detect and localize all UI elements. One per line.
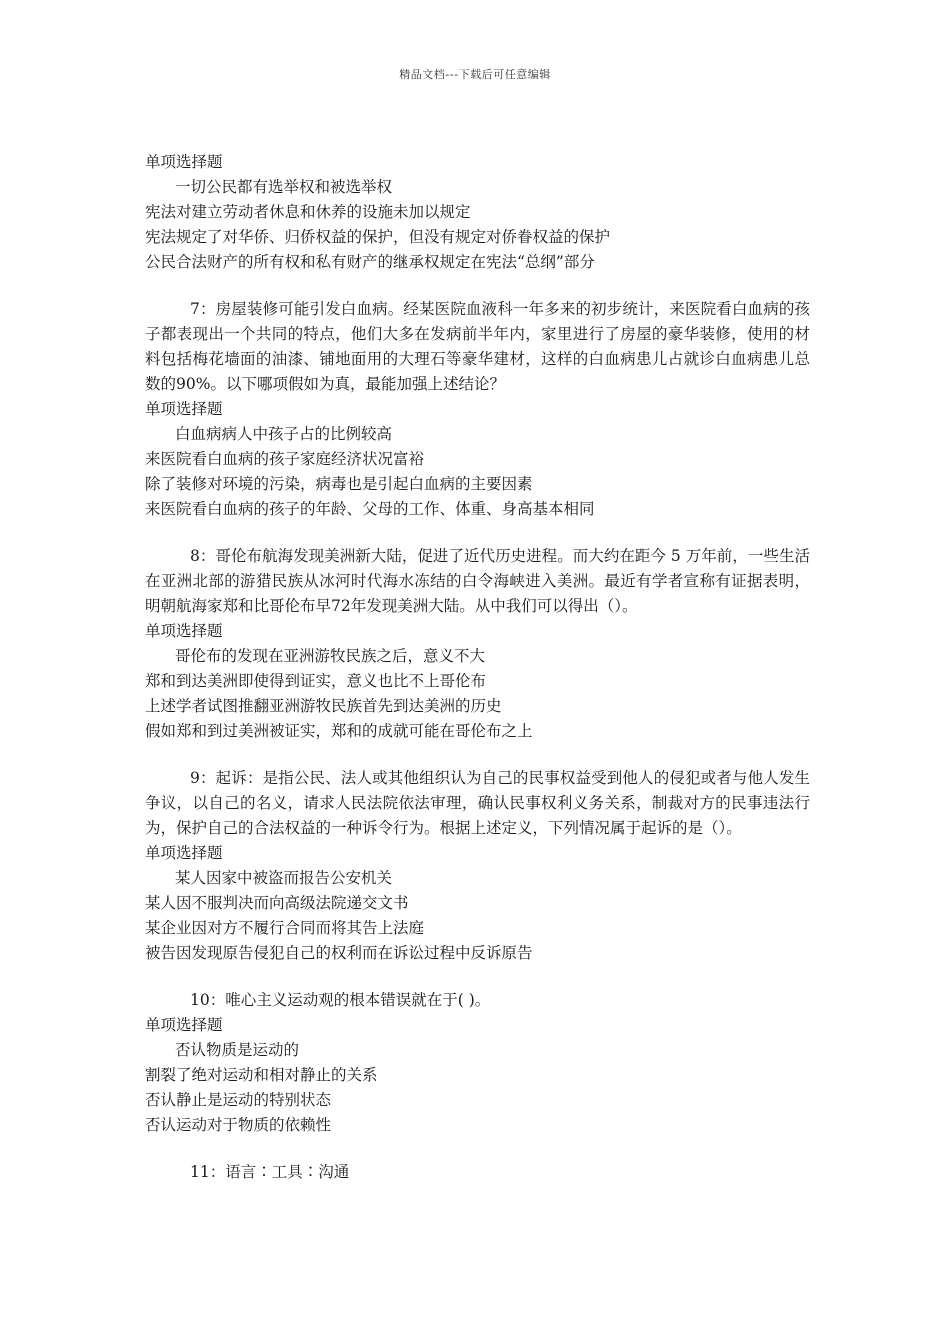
option-d: 被告因发现原告侵犯自己的权利而在诉讼过程中反诉原告 bbox=[145, 944, 533, 962]
option-b: 割裂了绝对运动和相对静止的关系 bbox=[145, 1066, 378, 1084]
question-text: 9：起诉：是指公民、法人或其他组织认为自己的民事权益受到他人的侵犯或者与他人发生争议，以自己的名义，请求人民法院依法审理，确认民事权利义务关系，制裁对方的民事违法行为，保护自己的合法权益的一种诉令行为。根据上述定义，下列情况属于起诉的是（）。 bbox=[145, 769, 810, 837]
option-c: 宪法规定了对华侨、归侨权益的保护，但没有规定对侨眷权益的保护 bbox=[145, 228, 611, 246]
question-type: 单项选择题 bbox=[145, 400, 223, 418]
option-d: 来医院看白血病的孩子的年龄、父母的工作、体重、身高基本相同 bbox=[145, 500, 595, 518]
option-b: 郑和到达美洲即使得到证实，意义也比不上哥伦布 bbox=[145, 672, 487, 690]
option-d: 否认运动对于物质的依赖性 bbox=[145, 1116, 332, 1134]
document-body bbox=[145, 150, 810, 1185]
question-type: 单项选择题 bbox=[145, 622, 223, 640]
page-header: 精品文档---下载后可任意编辑 bbox=[399, 68, 551, 81]
question-text: 10：唯心主义运动观的根本错误就在于( )。 bbox=[190, 991, 491, 1009]
question-type: 单项选择题 bbox=[145, 153, 223, 171]
question-text: 11：语言∶工具∶沟通 bbox=[190, 1163, 350, 1181]
option-a: 一切公民都有选举权和被选举权 bbox=[175, 178, 393, 196]
question-block bbox=[145, 297, 810, 522]
question-type: 单项选择题 bbox=[145, 844, 223, 862]
question-block bbox=[145, 544, 810, 744]
option-a: 某人因家中被盗而报告公安机关 bbox=[175, 869, 393, 887]
option-d: 假如郑和到过美洲被证实，郑和的成就可能在哥伦布之上 bbox=[145, 722, 533, 740]
question-block bbox=[145, 988, 810, 1138]
option-d: 公民合法财产的所有权和私有财产的继承权规定在宪法“总纲”部分 bbox=[145, 253, 595, 271]
option-a: 哥伦布的发现在亚洲游牧民族之后，意义不大 bbox=[175, 647, 486, 665]
option-c: 某企业因对方不履行合同而将其告上法庭 bbox=[145, 919, 425, 937]
option-a: 白血病病人中孩子占的比例较高 bbox=[175, 425, 393, 443]
option-c: 否认静止是运动的特别状态 bbox=[145, 1091, 332, 1109]
question-text: 8：哥伦布航海发现美洲新大陆，促进了近代历史进程。而大约在距今 5 万年前，一些生活在亚洲北部的游猎民族从冰河时代海水冻结的白令海峡进入美洲。最近有学者宣称有证据表明，明朝航海家郑和比哥伦布早72年发现美洲大陆。从中我们可以得出（）。 bbox=[145, 547, 810, 615]
question-block bbox=[145, 150, 810, 275]
question-text: 7：房屋装修可能引发白血病。经某医院血液科一年多来的初步统计，来医院看白血病的孩子都表现出一个共同的特点，他们大多在发病前半年内，家里进行了房屋的豪华装修，使用的材料包括梅花墙面的油漆、铺地面用的大理石等豪华建材，这样的白血病患儿占就诊白血病患儿总数的90%。以下哪项假如为真，最能加强上述结论？ bbox=[145, 300, 810, 393]
option-c: 上述学者试图推翻亚洲游牧民族首先到达美洲的历史 bbox=[145, 697, 502, 715]
option-b: 某人因不服判决而向高级法院递交文书 bbox=[145, 894, 409, 912]
option-a: 否认物质是运动的 bbox=[175, 1041, 300, 1059]
option-b: 宪法对建立劳动者休息和休养的设施未加以规定 bbox=[145, 203, 471, 221]
option-c: 除了装修对环境的污染，病毒也是引起白血病的主要因素 bbox=[145, 475, 533, 493]
question-type: 单项选择题 bbox=[145, 1016, 223, 1034]
option-b: 来医院看白血病的孩子家庭经济状况富裕 bbox=[145, 450, 425, 468]
question-block bbox=[145, 766, 810, 966]
